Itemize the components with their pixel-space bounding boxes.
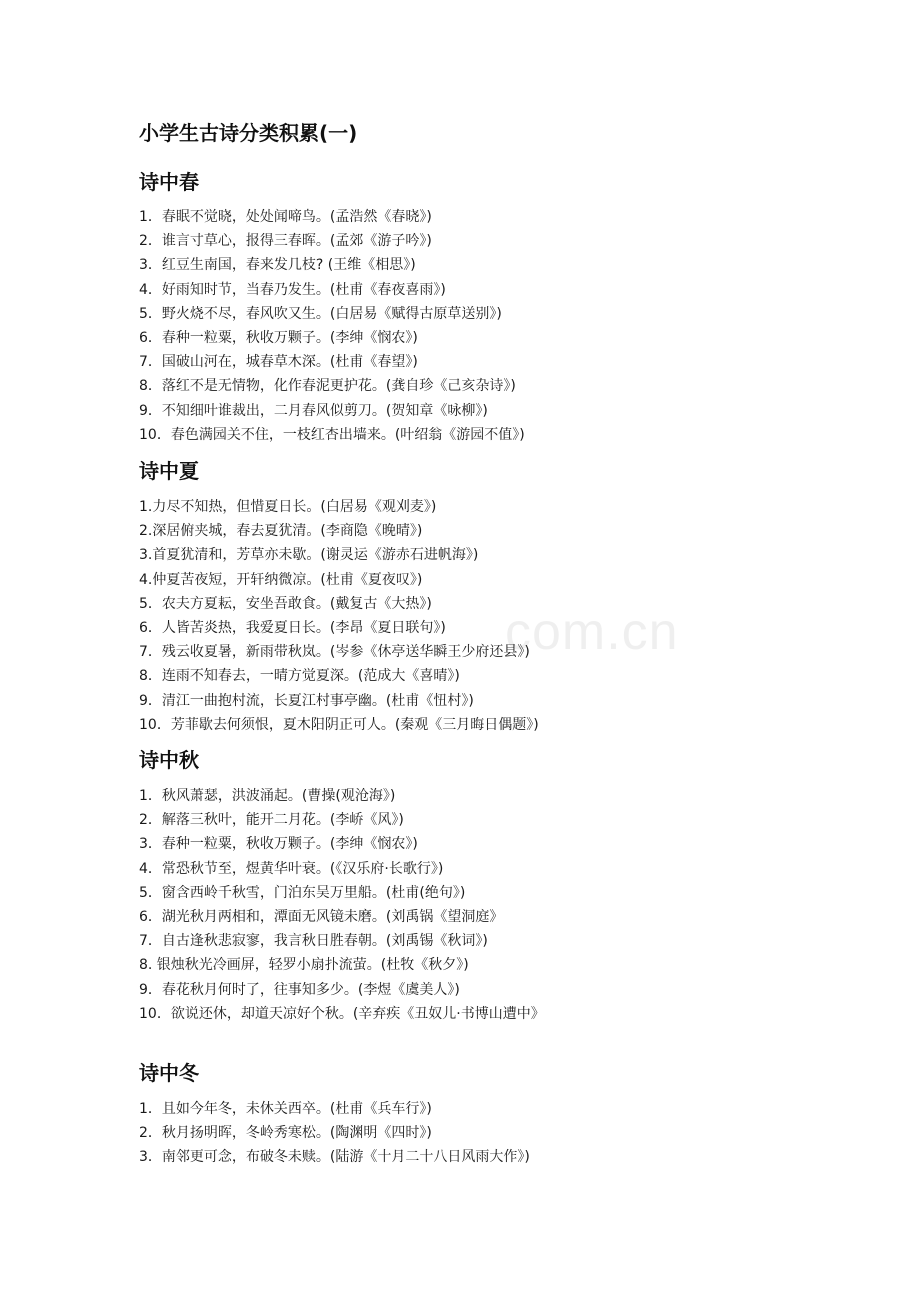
poem-line: 7．自古逢秋悲寂寥，我言秋日胜春朝。(刘禹锡《秋词》)	[139, 933, 488, 950]
poem-line: 6．人皆苦炎热，我爱夏日长。(李昂《夏日联句》)	[139, 619, 446, 636]
watermark-text: com.cn	[505, 603, 679, 661]
section-heading-autumn: 诗中秋	[139, 748, 199, 772]
poem-line: 3.首夏犹清和，芳草亦未歇。(谢灵运《游赤石进帆海》)	[139, 547, 479, 564]
poem-line: 7．残云收夏暑，新雨带秋岚。(岑参《休亭送华瞬王少府还县》)	[139, 644, 530, 661]
poem-line: 4.仲夏苦夜短，开轩纳微凉。(杜甫《夏夜叹》)	[139, 571, 423, 588]
poem-line: 1.力尽不知热，但惜夏日长。(白居易《观刈麦》)	[139, 499, 437, 515]
section-heading-winter: 诗中冬	[139, 1061, 199, 1085]
poem-line: 1．且如今年冬，未休关西卒。(杜甫《兵车行》)	[139, 1101, 432, 1117]
poem-line: 10．春色满园关不住，一枝红杏出墙来。(叶绍翁《游园不值》)	[139, 426, 525, 443]
poem-list-winter	[139, 1097, 530, 1170]
poem-line: 8．落红不是无情物，化作春泥更护花。(龚自珍《己亥杂诗》)	[139, 378, 516, 395]
poem-line: 2.深居俯夹城，春去夏犹清。(李商隐《晚晴》)	[139, 523, 423, 540]
poem-line: 5．窗含西岭千秋雪，门泊东吴万里船。(杜甫(绝句》)	[139, 884, 466, 901]
poem-line: 10．欲说还休，却道天凉好个秋。(辛弃疾《丑奴儿·书博山遭中》	[139, 1005, 545, 1022]
section-heading-summer: 诗中夏	[139, 459, 199, 483]
poem-line: 2．秋月扬明晖，冬岭秀寒松。(陶渊明《四时》)	[139, 1125, 432, 1142]
poem-line: 9．清江一曲抱村流，长夏江村事亭幽。(杜甫《忸村》)	[139, 692, 474, 709]
document-title: 小学生古诗分类积累(一)	[139, 121, 358, 145]
poem-line: 3．春种一粒粟，秋收万颗子。(李绅《悯农》)	[139, 836, 418, 853]
poem-line: 2．解落三秋叶，能开二月花。(李峤《风》)	[139, 812, 404, 829]
poem-line: 4．好雨知时节，当春乃发生。(杜甫《春夜喜雨》)	[139, 281, 446, 298]
poem-line: 5．农夫方夏耘，安坐吾敢食。(戴复古《大热》)	[139, 595, 432, 612]
poem-line: 1．春眠不觉晓，处处闻啼鸟。(孟浩然《春晓》)	[139, 209, 432, 225]
poem-line: 4．常恐秋节至，煜黄华叶衰。(《汉乐府·长歌行》)	[139, 860, 444, 877]
poem-line: 2．谁言寸草心，报得三春晖。(孟郊《游子吟》)	[139, 233, 432, 250]
poem-line: 6．湖光秋月两相和，潭面无风镜未磨。(刘禹锅《望洞庭》	[139, 908, 504, 925]
poem-list-summer	[139, 495, 539, 737]
poem-list-spring	[139, 205, 525, 447]
poem-line: 3．南邻更可念，布破冬未赎。(陆游《十月二十八日风雨大作》)	[139, 1149, 530, 1166]
poem-line: 10．芳菲歇去何须恨，夏木阳阴正可人。(秦观《三月晦日偶题》)	[139, 716, 539, 733]
poem-line: 8. 银烛秋光冷画屏，轻罗小扇扑流萤。(杜牧《秋夕》)	[139, 957, 469, 974]
poem-line: 7．国破山河在，城春草木深。(杜甫《春望》)	[139, 354, 418, 371]
section-heading-spring: 诗中春	[139, 170, 199, 194]
poem-list-autumn	[139, 784, 545, 1026]
poem-line: 8．连雨不知春去，一晴方觉夏深。(范成大《喜晴》)	[139, 668, 460, 685]
poem-line: 1．秋风萧瑟，洪波涌起。(曹操(观沧海》)	[139, 788, 396, 804]
poem-line: 3．红豆生南国，春来发几枝? (王维《相思》)	[139, 257, 416, 274]
poem-line: 9．不知细叶谁裁出，二月春风似剪刀。(贺知章《咏柳》)	[139, 402, 488, 419]
poem-line: 9．春花秋月何时了，往事知多少。(李煜《虞美人》)	[139, 981, 460, 998]
poem-line: 5．野火烧不尽，春风吹又生。(白居易《赋得古原草送别》)	[139, 305, 502, 322]
poem-line: 6．春种一粒粟，秋收万颗子。(李绅《悯农》)	[139, 329, 418, 346]
